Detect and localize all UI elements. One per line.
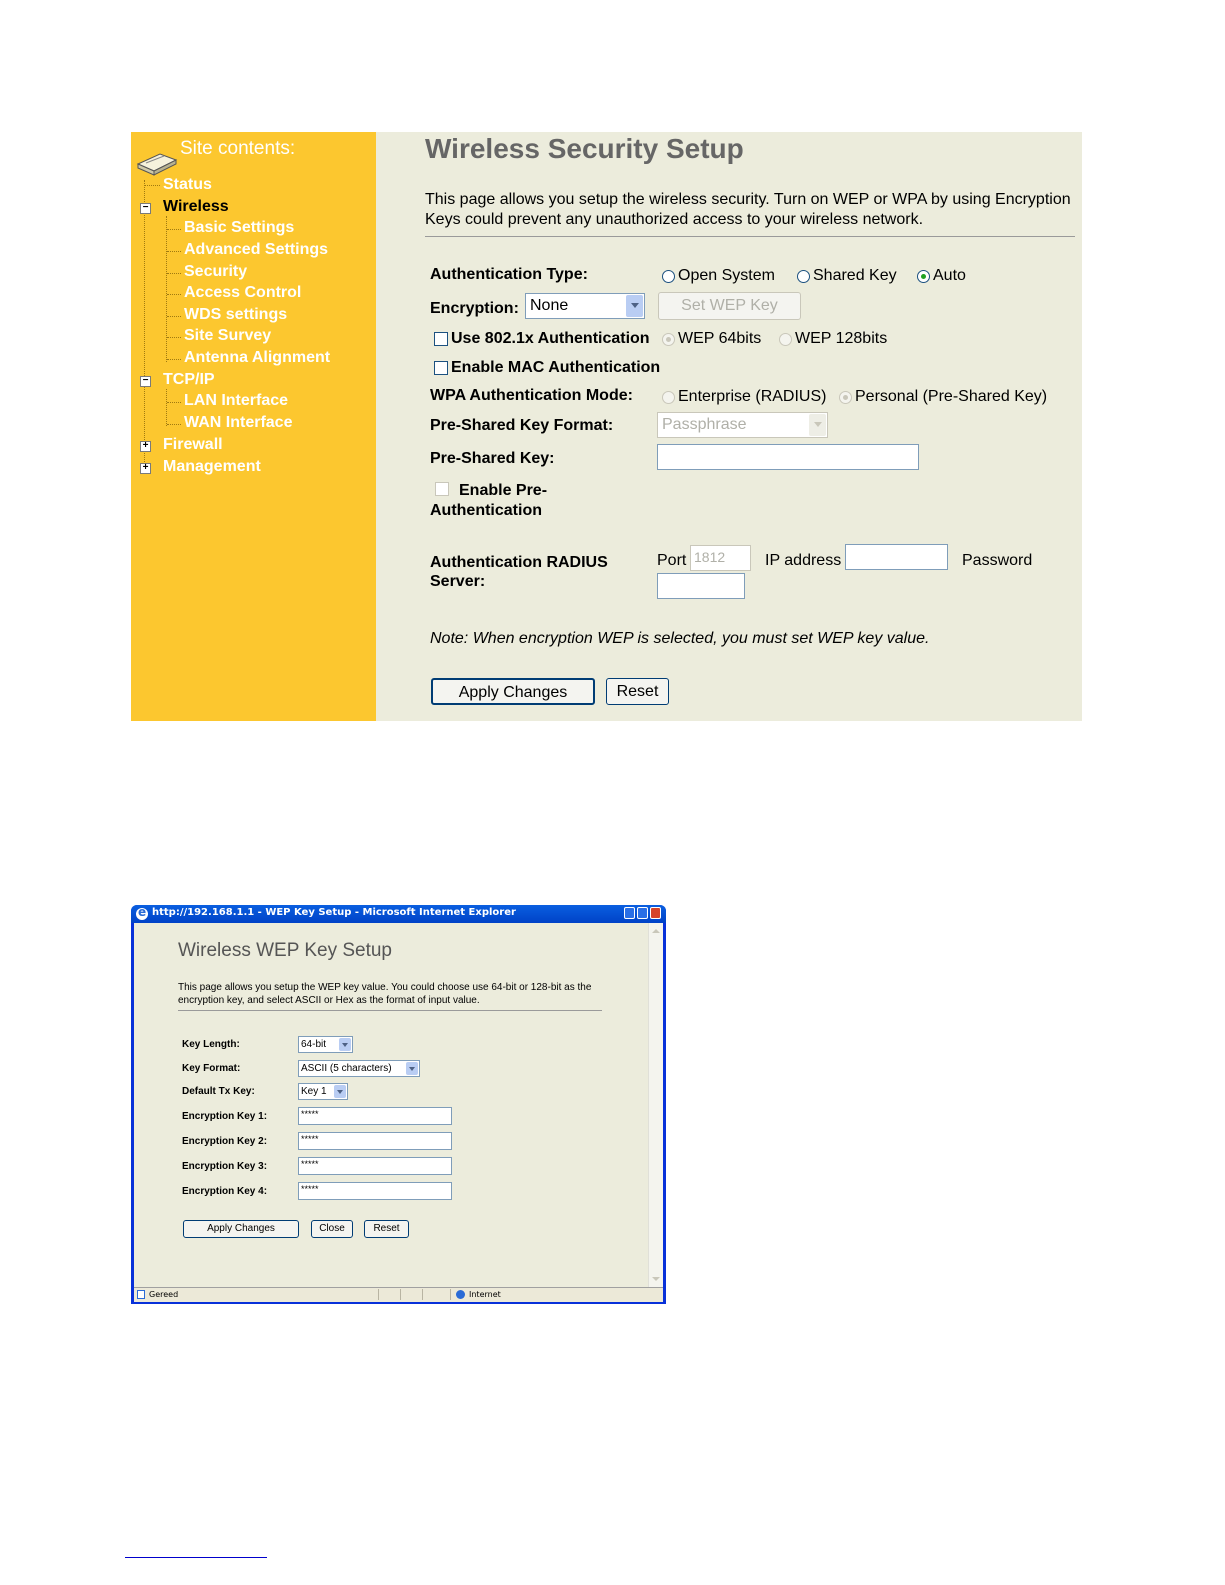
chevron-down-icon xyxy=(809,414,826,436)
psk-format-value: Passphrase xyxy=(662,416,747,433)
wpa-enterprise-radio[interactable] xyxy=(662,391,675,404)
sidebar-item-wireless[interactable]: Wireless xyxy=(163,198,229,215)
encryption-key-2-label: Encryption Key 2: xyxy=(182,1136,268,1147)
wep-128bits-radio[interactable] xyxy=(779,333,792,346)
router-logo-icon xyxy=(136,144,178,178)
radius-ip-input[interactable] xyxy=(845,544,948,570)
scroll-up-icon[interactable] xyxy=(651,926,661,936)
wep-note: Note: When encryption WEP is selected, you must set WEP key value. xyxy=(430,630,930,647)
key-format-select[interactable] xyxy=(298,1060,420,1077)
radius-password-label: Password xyxy=(962,552,1033,569)
management-expand-icon[interactable]: + xyxy=(140,463,151,474)
sidebar-item-wan-interface[interactable]: WAN Interface xyxy=(184,414,293,431)
sidebar-item-advanced-settings[interactable]: Advanced Settings xyxy=(184,241,329,258)
wep-close-button[interactable]: Close xyxy=(311,1220,353,1238)
psk-label: Pre-Shared Key: xyxy=(430,450,555,467)
auth-auto-label: Auto xyxy=(933,267,966,284)
wpa-personal-label: Personal (Pre-Shared Key) xyxy=(855,388,1048,405)
wpa-enterprise-option[interactable] xyxy=(662,388,826,406)
tree-line xyxy=(167,294,181,295)
status-separator xyxy=(378,1289,379,1300)
encryption-key-4-input[interactable]: ***** xyxy=(298,1182,452,1200)
auth-shared-key-label: Shared Key xyxy=(813,267,897,284)
auth-open-system-label: Open System xyxy=(678,267,775,284)
close-icon[interactable] xyxy=(650,907,661,919)
status-separator xyxy=(422,1289,423,1300)
radius-label-line1: Authentication RADIUS xyxy=(430,554,608,571)
encryption-key-1-label: Encryption Key 1: xyxy=(182,1111,268,1122)
tree-line xyxy=(167,337,181,338)
encryption-value: None xyxy=(530,297,569,314)
wep-page-title: Wireless WEP Key Setup xyxy=(178,940,393,961)
sidebar-item-lan-interface[interactable]: LAN Interface xyxy=(184,392,289,409)
encryption-label: Encryption: xyxy=(430,300,519,317)
wpa-personal-radio[interactable] xyxy=(839,391,852,404)
wep-key-setup-window xyxy=(131,905,666,1304)
encryption-select[interactable] xyxy=(525,293,645,319)
radius-port-label: Port xyxy=(657,552,687,569)
encryption-key-3-input[interactable]: ***** xyxy=(298,1157,452,1175)
window-client-area xyxy=(134,923,663,1287)
sidebar-item-site-survey[interactable]: Site Survey xyxy=(184,327,272,344)
page-icon xyxy=(137,1290,145,1299)
auth-open-system-radio[interactable] xyxy=(662,270,675,283)
wireless-security-screenshot xyxy=(131,132,1082,721)
pre-auth-label-line1: Enable Pre- xyxy=(459,482,548,499)
sidebar-item-status[interactable]: Status xyxy=(163,176,212,193)
auth-auto-option[interactable] xyxy=(917,267,966,285)
set-wep-key-button[interactable]: Set WEP Key xyxy=(658,292,801,320)
status-text: Gereed xyxy=(149,1290,179,1299)
sidebar-item-access-control[interactable]: Access Control xyxy=(184,284,302,301)
wpa-mode-label: WPA Authentication Mode: xyxy=(430,387,633,404)
chevron-down-icon xyxy=(406,1062,418,1075)
scroll-down-icon[interactable] xyxy=(651,1274,661,1284)
window-titlebar[interactable] xyxy=(131,905,666,923)
default-tx-key-value: Key 1 xyxy=(301,1086,327,1097)
auth-type-label: Authentication Type: xyxy=(430,266,588,283)
chevron-down-icon xyxy=(339,1038,351,1051)
pre-auth-label-line2: Authentication xyxy=(430,502,542,519)
wep-128bits-label: WEP 128bits xyxy=(795,330,888,347)
sidebar-item-antenna-alignment[interactable]: Antenna Alignment xyxy=(184,349,331,366)
tree-line xyxy=(167,359,181,360)
psk-format-label: Pre-Shared Key Format: xyxy=(430,417,614,434)
encryption-key-2-input[interactable]: ***** xyxy=(298,1132,452,1150)
sidebar-item-management[interactable]: Management xyxy=(163,458,261,475)
enable-mac-auth-checkbox[interactable] xyxy=(434,361,448,375)
use-8021x-label: Use 802.1x Authentication xyxy=(451,330,650,347)
apply-changes-button[interactable]: Apply Changes xyxy=(431,678,595,705)
wep-apply-changes-button[interactable]: Apply Changes xyxy=(183,1220,299,1238)
tree-line xyxy=(166,216,167,362)
radius-ip-label: IP address xyxy=(765,552,842,569)
enable-mac-auth-option[interactable] xyxy=(434,359,660,377)
tree-line xyxy=(167,273,181,274)
divider xyxy=(178,1010,602,1011)
tree-line xyxy=(167,424,181,425)
status-bar xyxy=(134,1287,663,1302)
wep-128bits-option[interactable] xyxy=(779,330,887,348)
default-tx-key-label: Default Tx Key: xyxy=(182,1086,255,1097)
key-length-value: 64-bit xyxy=(301,1039,327,1050)
tcpip-collapse-icon[interactable]: − xyxy=(140,376,151,387)
tree-line xyxy=(167,402,181,403)
sidebar-item-firewall[interactable]: Firewall xyxy=(163,436,223,453)
auth-shared-key-option[interactable] xyxy=(797,267,897,285)
status-separator xyxy=(400,1289,401,1300)
auth-shared-key-radio[interactable] xyxy=(797,270,810,283)
sidebar xyxy=(131,132,376,721)
tree-line xyxy=(144,180,145,468)
psk-format-select[interactable] xyxy=(657,412,828,438)
page-description: This page allows you setup the wireless security. Turn on WEP or WPA by using Encryption Keys could prevent any unauthorized access to your wireless network. xyxy=(425,191,1071,228)
default-tx-key-select[interactable] xyxy=(298,1083,348,1100)
key-length-select[interactable] xyxy=(298,1036,353,1053)
wpa-personal-option[interactable] xyxy=(839,388,1047,406)
tree-line xyxy=(167,316,181,317)
wireless-collapse-icon[interactable]: − xyxy=(140,203,151,214)
encryption-key-3-label: Encryption Key 3: xyxy=(182,1161,268,1172)
page-title: Wireless Security Setup xyxy=(425,133,744,164)
chevron-down-icon xyxy=(626,295,643,317)
wep-64bits-label: WEP 64bits xyxy=(678,330,762,347)
key-length-label: Key Length: xyxy=(182,1039,240,1050)
tree-line xyxy=(167,229,181,230)
sidebar-item-basic-settings[interactable]: Basic Settings xyxy=(184,219,295,236)
status-separator xyxy=(450,1289,451,1300)
sidebar-item-security[interactable]: Security xyxy=(184,263,248,280)
encryption-key-1-input[interactable]: ***** xyxy=(298,1107,452,1125)
use-8021x-checkbox[interactable] xyxy=(434,332,448,346)
wep-reset-button[interactable]: Reset xyxy=(364,1220,409,1238)
security-main-panel xyxy=(376,132,1082,721)
key-format-value: ASCII (5 characters) xyxy=(301,1063,392,1074)
wpa-enterprise-label: Enterprise (RADIUS) xyxy=(678,388,827,405)
firewall-expand-icon[interactable]: + xyxy=(140,441,151,452)
footnote-rule xyxy=(125,1557,267,1558)
enable-mac-auth-label: Enable MAC Authentication xyxy=(451,359,661,376)
tree-line xyxy=(167,251,181,252)
key-format-label: Key Format: xyxy=(182,1063,241,1074)
chevron-down-icon xyxy=(334,1085,346,1098)
tree-line xyxy=(145,185,160,186)
site-contents-title: Site contents: xyxy=(180,138,296,159)
divider xyxy=(425,236,1075,237)
maximize-icon[interactable] xyxy=(637,907,648,919)
wep-page-description: This page allows you setup the WEP key value. You could choose use 64-bit or 128-bit as the encryption key, and select ASCII or Hex as the format of input value. xyxy=(178,982,592,1006)
sidebar-item-tcpip[interactable]: TCP/IP xyxy=(163,371,215,388)
status-zone: Internet xyxy=(469,1290,501,1299)
tree-line xyxy=(166,389,167,426)
psk-input[interactable] xyxy=(657,444,919,470)
radius-port-input[interactable]: 1812 xyxy=(690,545,751,571)
auth-auto-radio[interactable] xyxy=(917,270,930,283)
globe-icon xyxy=(456,1290,465,1299)
radius-label-line2: Server: xyxy=(430,573,486,590)
ie-icon xyxy=(136,908,148,920)
reset-button[interactable]: Reset xyxy=(606,678,669,705)
use-8021x-option[interactable] xyxy=(434,330,650,348)
vertical-scrollbar[interactable] xyxy=(648,923,663,1287)
wep-64bits-radio[interactable] xyxy=(662,333,675,346)
window-title: http://192.168.1.1 - WEP Key Setup - Microsoft Internet Explorer xyxy=(152,907,516,918)
pre-auth-checkbox[interactable] xyxy=(435,482,449,496)
sidebar-item-wds-settings[interactable]: WDS settings xyxy=(184,306,288,323)
encryption-key-4-label: Encryption Key 4: xyxy=(182,1186,268,1197)
radius-password-input[interactable] xyxy=(657,573,745,599)
minimize-icon[interactable] xyxy=(624,907,635,919)
auth-open-system-option[interactable] xyxy=(662,267,775,285)
wep-64bits-option[interactable] xyxy=(662,330,761,348)
